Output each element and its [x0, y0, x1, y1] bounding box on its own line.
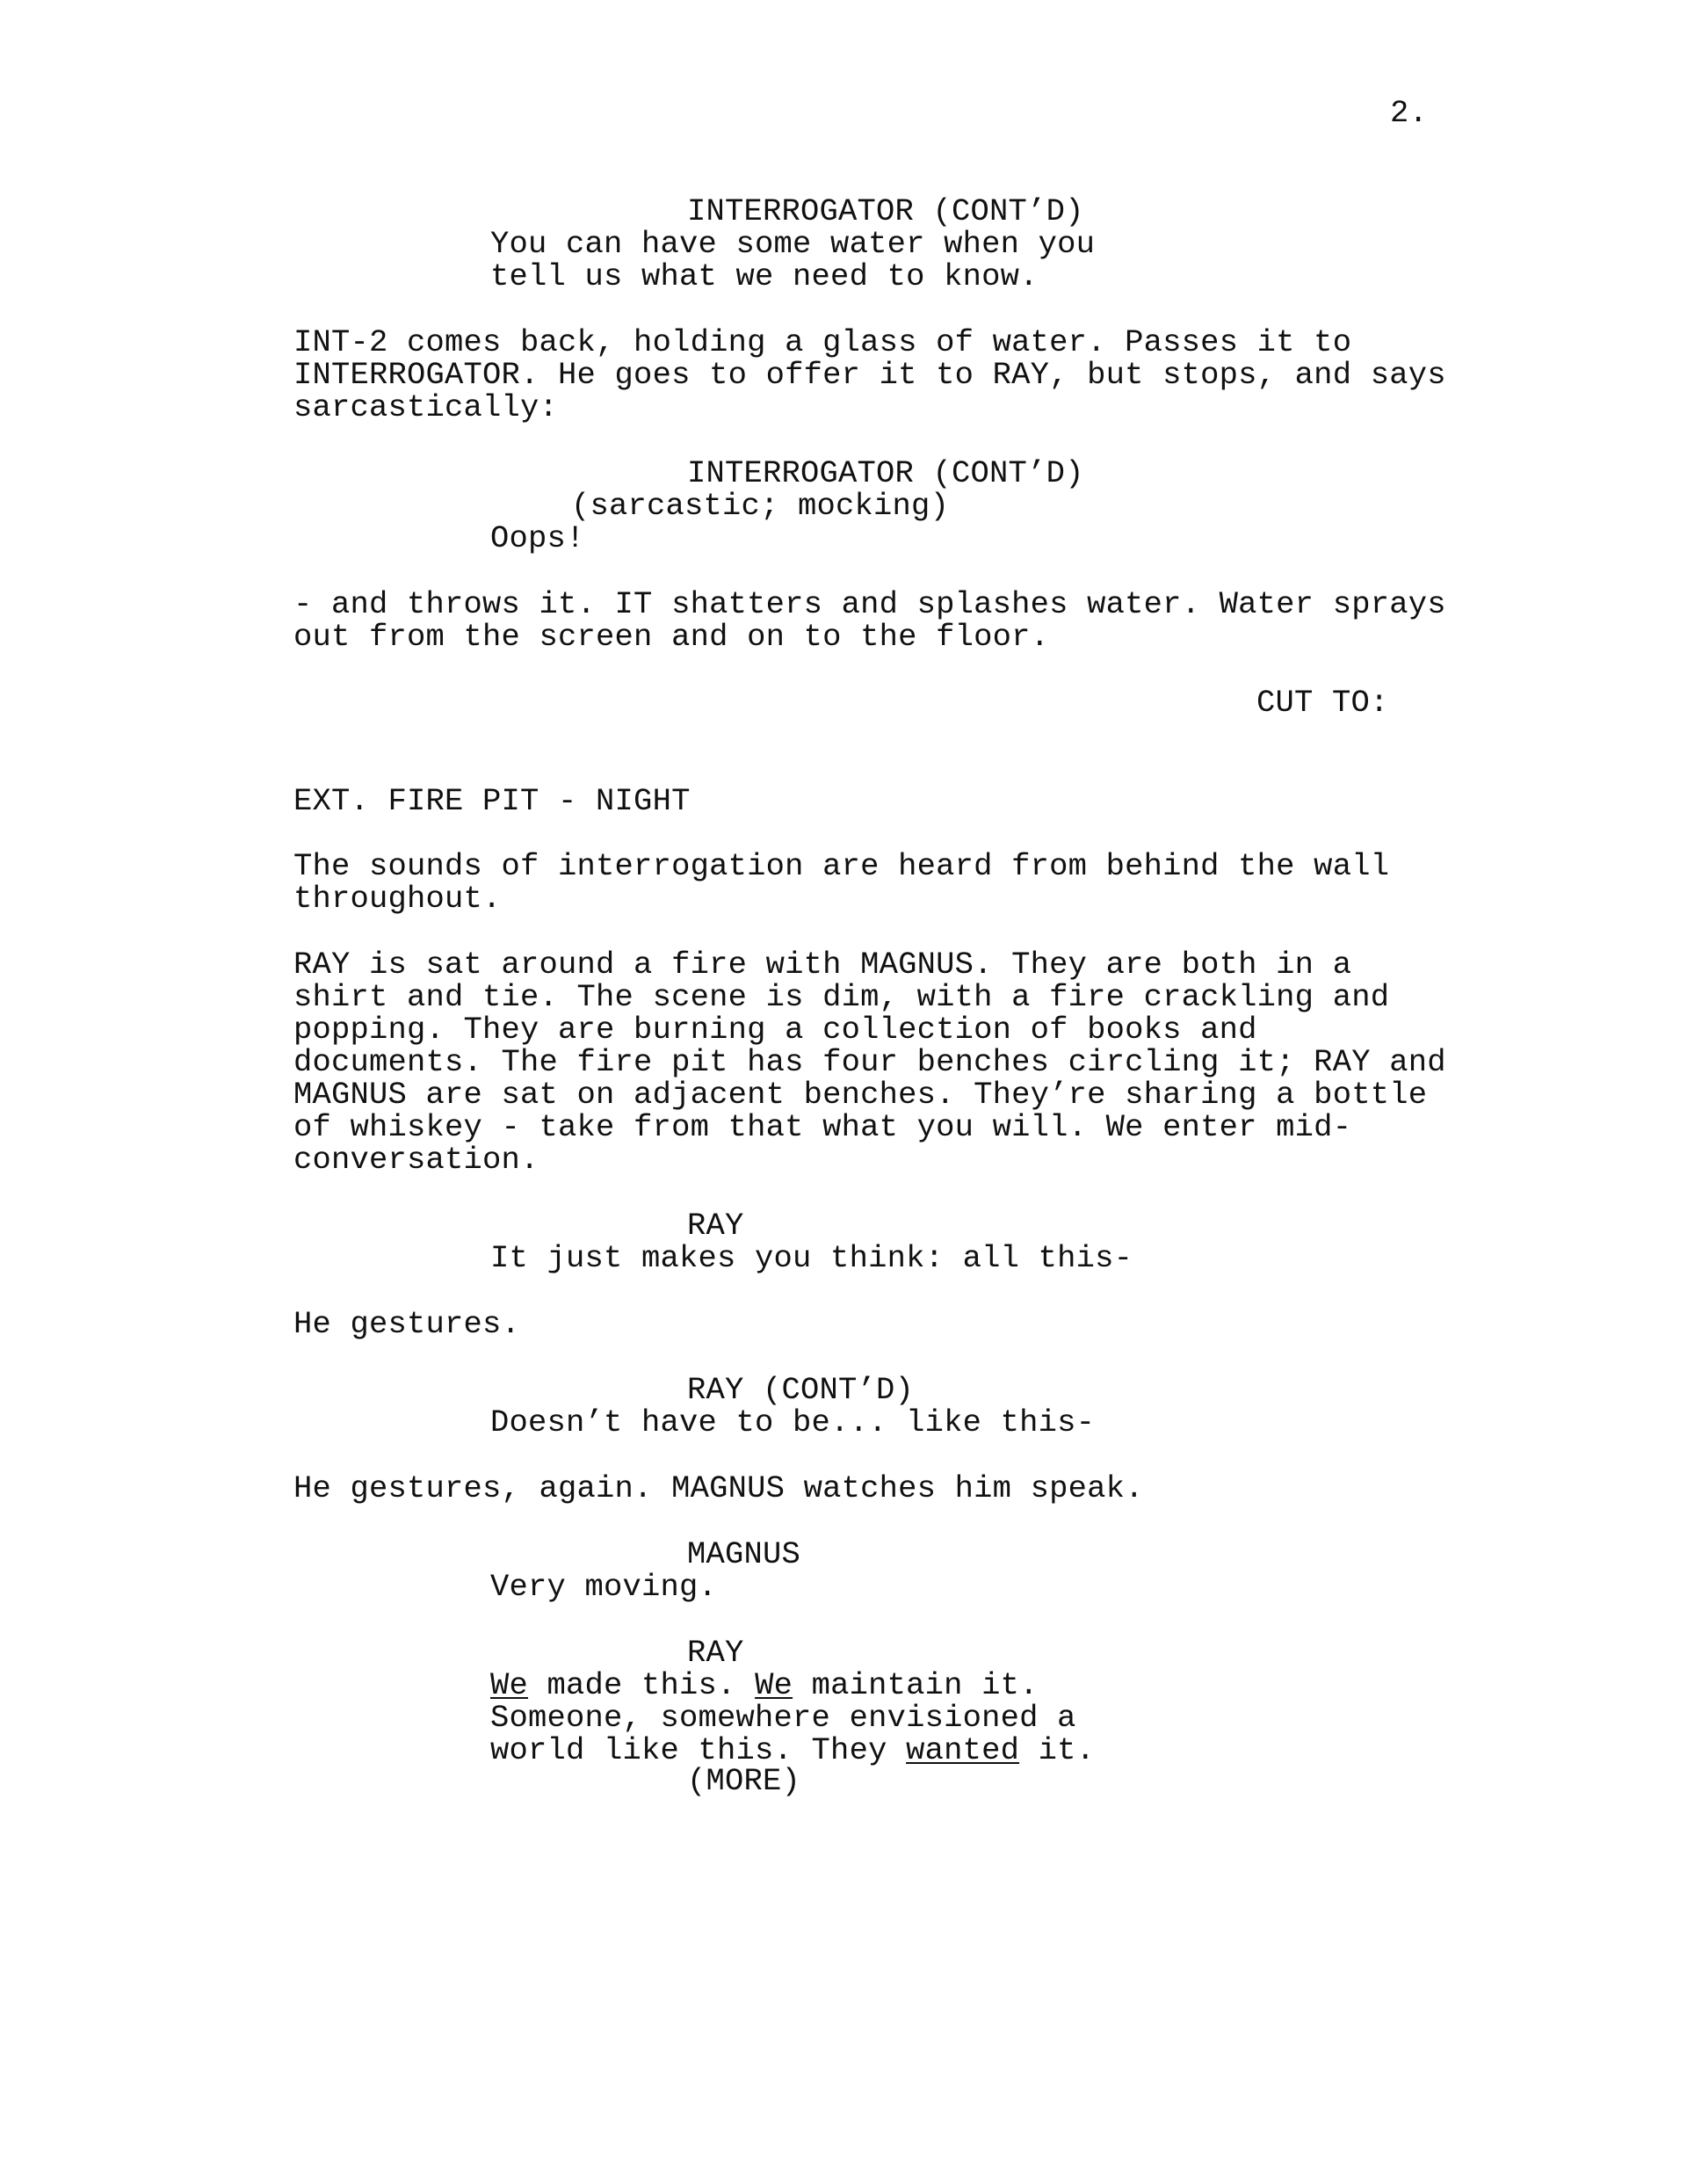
action-line: popping. They are burning a collection of books and: [293, 1012, 1257, 1048]
transition: CUT TO:: [1256, 685, 1389, 721]
dialogue-line: Someone, somewhere envisioned a: [490, 1700, 1076, 1736]
dialogue-line: It just makes you think: all this-: [490, 1240, 1133, 1276]
dialogue-line-underlined: We made this. We maintain it.: [490, 1667, 1039, 1703]
parenthetical: (sarcastic; mocking): [571, 488, 950, 524]
action-line: MAGNUS are sat on adjacent benches. They’re sharing a bottle: [293, 1077, 1428, 1113]
dialogue-line: tell us what we need to know.: [490, 258, 1039, 294]
action-line: throughout.: [293, 881, 502, 917]
action-line: The sounds of interrogation are heard from behind the wall: [293, 848, 1390, 884]
action-line: He gestures.: [293, 1306, 521, 1342]
scene-heading: EXT. FIRE PIT - NIGHT: [293, 783, 691, 819]
character-cue: INTERROGATOR (CONT’D): [687, 455, 1084, 491]
more-marker: (MORE): [687, 1763, 801, 1799]
page-number: 2.: [1390, 95, 1429, 131]
dialogue-line: Oops!: [490, 520, 585, 556]
action-line: out from the screen and on to the floor.: [293, 619, 1050, 655]
dialogue-line: Very moving.: [490, 1569, 718, 1605]
dialogue-line-underlined: world like this. They wanted it.: [490, 1732, 1096, 1768]
character-cue: RAY (CONT’D): [687, 1372, 915, 1408]
action-line: INT-2 comes back, holding a glass of water. Passes it to: [293, 324, 1352, 360]
action-line: of whiskey - take from that what you will. We enter mid-: [293, 1109, 1352, 1145]
action-line: sarcastically:: [293, 389, 559, 425]
action-line: RAY is sat around a fire with MAGNUS. They are both in a: [293, 947, 1352, 983]
dialogue-line: Doesn’t have to be... like this-: [490, 1404, 1096, 1440]
dialogue-line: You can have some water when you: [490, 226, 1096, 262]
action-line: INTERROGATOR. He goes to offer it to RAY, but stops, and says: [293, 357, 1446, 393]
action-line: shirt and tie. The scene is dim, with a fire crackling and: [293, 979, 1390, 1015]
character-cue: MAGNUS: [687, 1536, 801, 1572]
action-line: He gestures, again. MAGNUS watches him speak.: [293, 1470, 1144, 1506]
character-cue: RAY: [687, 1208, 744, 1244]
action-line: conversation.: [293, 1142, 539, 1178]
character-cue: RAY: [687, 1635, 744, 1671]
character-cue: INTERROGATOR (CONT’D): [687, 193, 1084, 229]
action-line: - and throws it. IT shatters and splashes water. Water sprays: [293, 586, 1446, 622]
action-line: documents. The fire pit has four benches circling it; RAY and: [293, 1044, 1446, 1080]
